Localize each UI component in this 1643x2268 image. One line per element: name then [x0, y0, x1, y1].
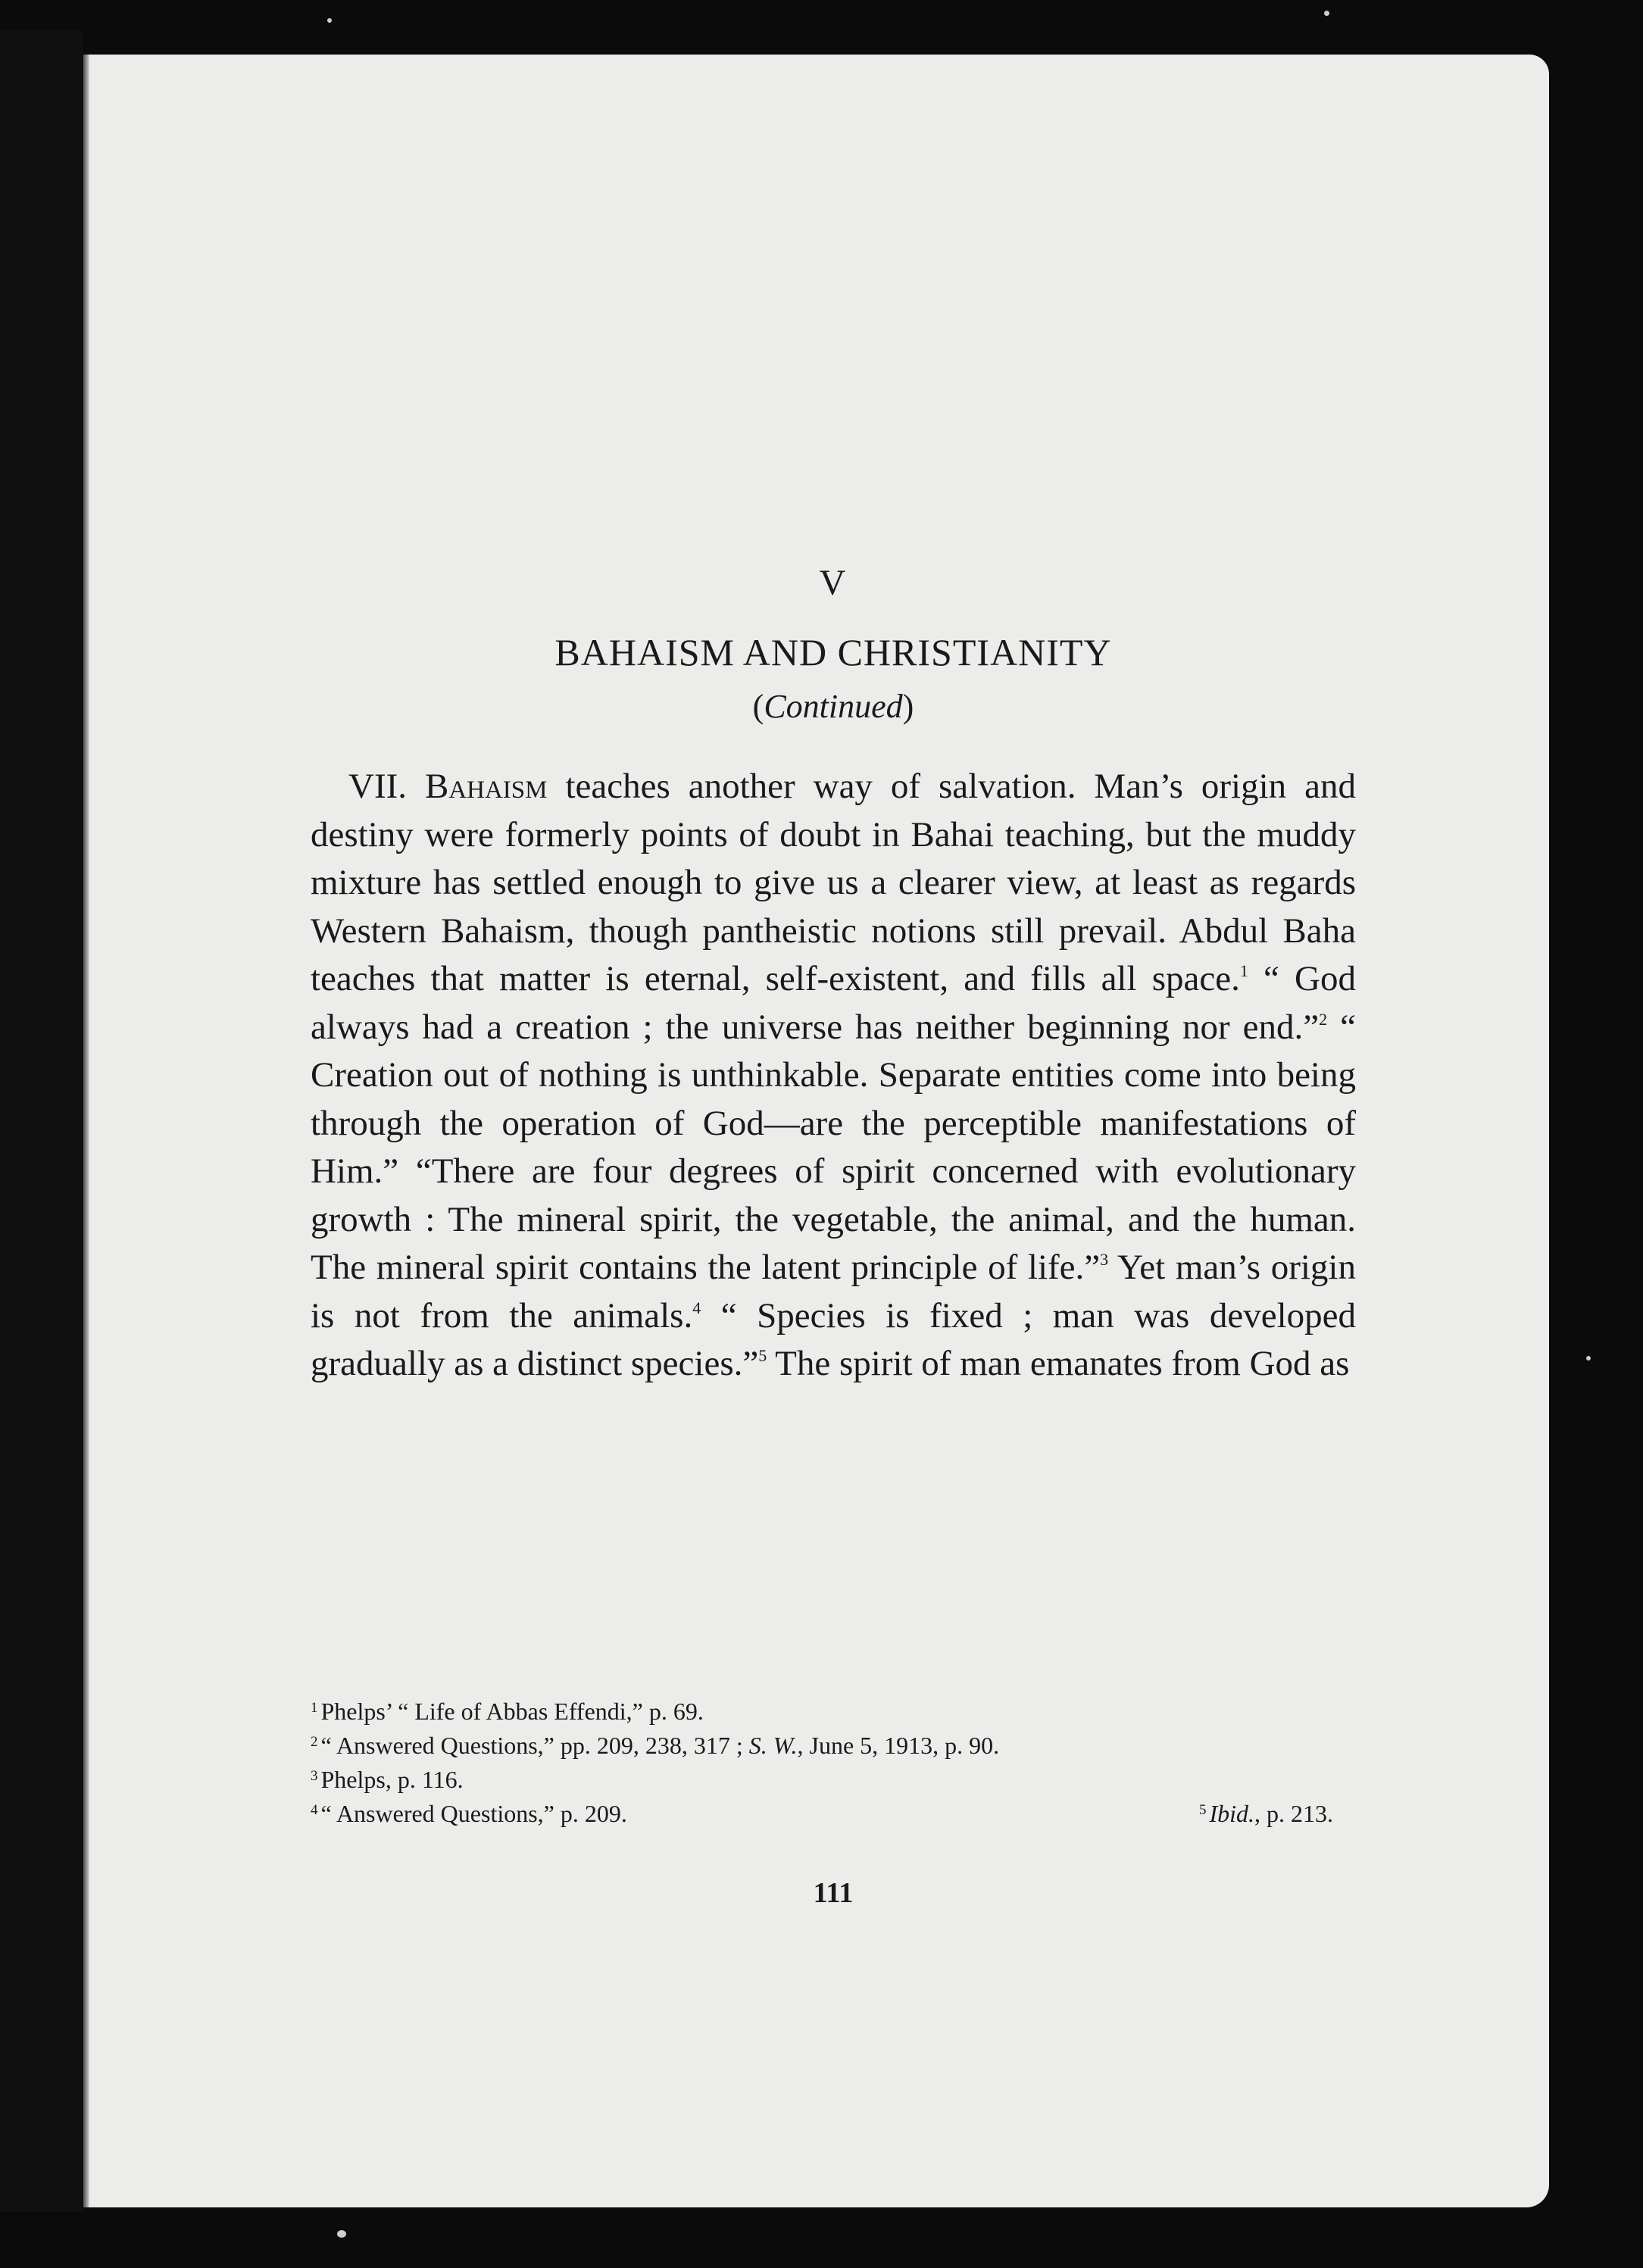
footnote-ref: 5	[758, 1346, 767, 1365]
chapter-title: BAHAISM AND CHRISTIANITY	[554, 631, 1112, 673]
footnote-number: 2	[311, 1734, 318, 1750]
body-segment: “ Species is fixed ; man was developed gradually as a distinct species.”	[311, 1295, 1357, 1383]
footnote-ref: 3	[1100, 1250, 1109, 1269]
page-number: 111	[813, 1877, 854, 1909]
footnote-number: 4	[311, 1802, 318, 1818]
footnote-4	[311, 1793, 1356, 1827]
footnotes	[311, 1691, 1356, 1827]
scan-left-border	[0, 30, 83, 2212]
chapter-subtitle-text: Continued	[764, 688, 903, 725]
body-segment: “ Creation out of nothing is unthinkable. Separate entities come into being through the operation of God—are the perceptible manifestations of Him.” “There are four degrees of spirit concerned with evolutionary growth : The mineral spirit, the vegetable, the animal, and the human. The mineral spirit contains the latent principle of life.”	[311, 1007, 1356, 1287]
footnote-tail: , p. 213.	[1254, 1800, 1333, 1827]
lead-word: Bahaism	[424, 767, 548, 806]
body-segment: “ God always had a creation ; the universe has neither beginning nor end.”	[311, 959, 1356, 1047]
footnote-text: “ Answered Questions,” p. 209.	[320, 1800, 627, 1827]
scan-speck	[337, 2230, 346, 2238]
scan-speck	[1586, 1356, 1591, 1360]
scan-speck	[327, 18, 332, 23]
footnote-italic: S. W.	[748, 1732, 798, 1759]
footnote-text: Phelps, p. 116.	[320, 1766, 464, 1793]
body-segment: The spirit of man emanates from God as	[767, 1344, 1350, 1383]
footnote-number: 5	[1198, 1802, 1207, 1818]
page-gutter-edge	[83, 55, 89, 2207]
footnote-text: “ Answered Questions,” pp. 209, 238, 317 ;	[320, 1732, 749, 1759]
footnote-number: 1	[311, 1700, 318, 1716]
footnote-1	[311, 1691, 1356, 1725]
footnote-2	[311, 1725, 1356, 1759]
footnote-italic: Ibid.	[1209, 1800, 1254, 1827]
footnote-tail: , June 5, 1913, p. 90.	[797, 1732, 1000, 1759]
body-paragraph	[311, 763, 1356, 1389]
footnote-ref: 1	[1239, 961, 1248, 980]
footnote-5	[1199, 1793, 1333, 1831]
chapter-number: V	[819, 563, 848, 603]
scan-speck	[1324, 11, 1329, 16]
footnote-3	[311, 1759, 1356, 1793]
footnote-ref: 2	[1319, 1009, 1328, 1029]
footnote-number: 3	[311, 1768, 318, 1784]
book-page	[83, 55, 1549, 2207]
body-segment: Yet man’s origin is not from the animals.	[311, 1248, 1356, 1335]
footnote-text: Phelps’ “ Life of Abbas Effendi,” p. 69.	[320, 1698, 704, 1725]
section-numeral: VII.	[348, 767, 407, 806]
body-segment: teaches another way of salvation. Man’s origin and destiny were formerly points of doubt in Bahai teaching, but the muddy mixture has settled enough to give us a clearer view, at least as regards Western Bahaism, though pantheistic notions still prevail. Abdul Baha teaches that matter is eternal, self-existent, and fills all space.	[311, 767, 1356, 998]
chapter-subtitle: (Continued)	[752, 688, 914, 725]
footnote-ref: 4	[692, 1298, 701, 1317]
